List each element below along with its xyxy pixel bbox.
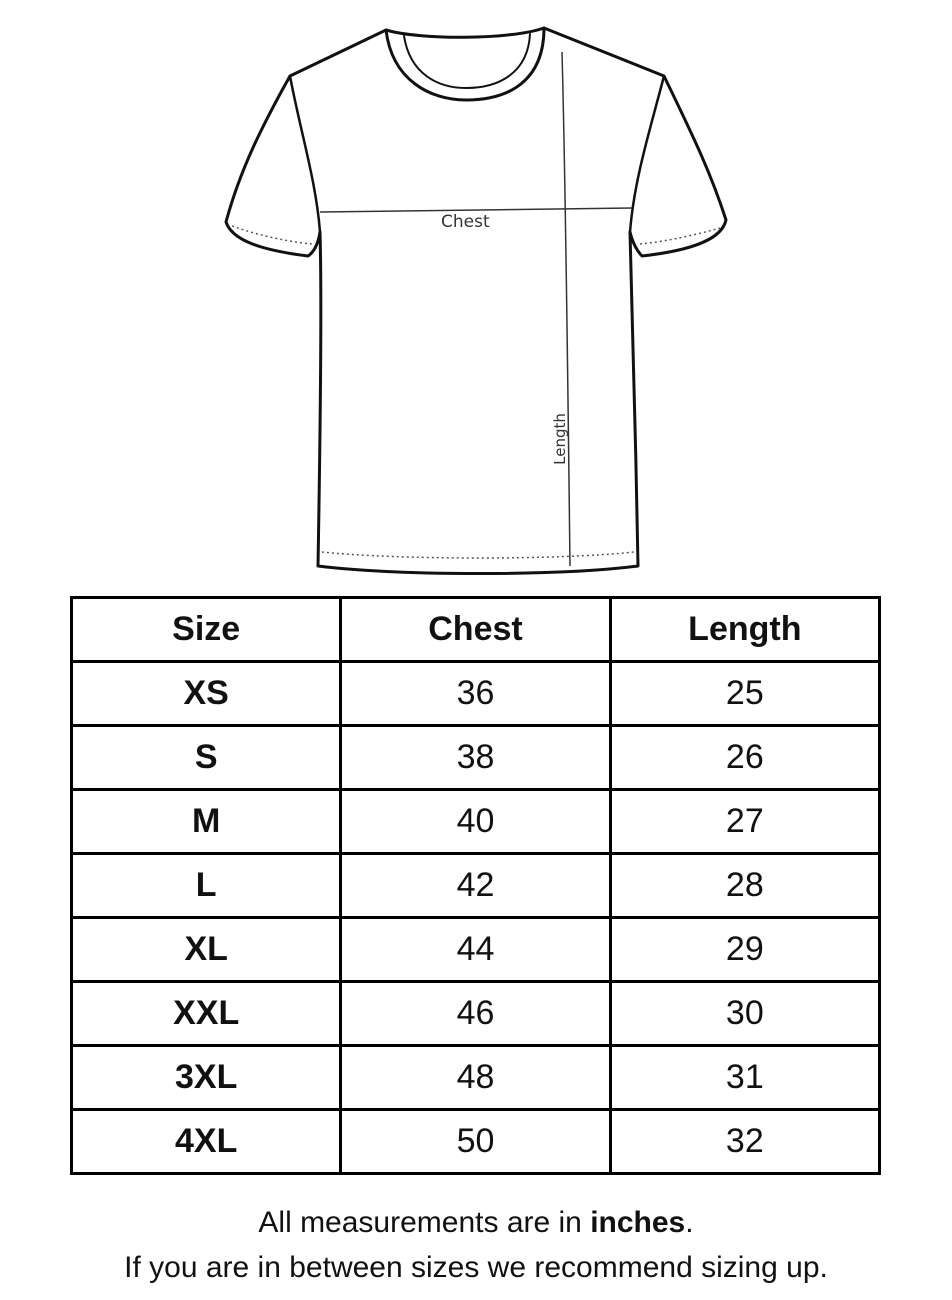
size-chart-table xyxy=(70,596,881,1175)
size-cell: 3XL xyxy=(72,1046,341,1110)
chest-cell: 40 xyxy=(341,790,610,854)
table-row xyxy=(72,662,880,726)
chest-cell: 36 xyxy=(341,662,610,726)
table-row xyxy=(72,1046,880,1110)
size-cell: XS xyxy=(72,662,341,726)
sizing-advice: If you are in between sizes we recommend sizing up. xyxy=(124,1251,828,1284)
table-header-row xyxy=(72,598,880,662)
tshirt-outline-icon xyxy=(0,0,952,590)
header-length: Length xyxy=(610,598,879,662)
size-cell: M xyxy=(72,790,341,854)
chest-cell: 42 xyxy=(341,854,610,918)
measurement-note xyxy=(0,1206,952,1240)
table-row xyxy=(72,1110,880,1174)
table-row xyxy=(72,918,880,982)
size-cell: XL xyxy=(72,918,341,982)
length-cell: 26 xyxy=(610,726,879,790)
table-row xyxy=(72,854,880,918)
table-row xyxy=(72,982,880,1046)
size-cell: S xyxy=(72,726,341,790)
header-chest: Chest xyxy=(341,598,610,662)
size-cell: L xyxy=(72,854,341,918)
measurement-note-prefix: All measurements are in xyxy=(258,1206,591,1239)
chest-cell: 50 xyxy=(341,1110,610,1174)
length-cell: 30 xyxy=(610,982,879,1046)
table-row xyxy=(72,790,880,854)
length-cell: 28 xyxy=(610,854,879,918)
chest-label: Chest xyxy=(441,212,490,232)
measurement-note-suffix: . xyxy=(685,1206,694,1239)
measurement-unit: inches xyxy=(590,1206,686,1239)
size-cell: 4XL xyxy=(72,1110,341,1174)
chest-cell: 44 xyxy=(341,918,610,982)
header-size: Size xyxy=(72,598,341,662)
table-row xyxy=(72,726,880,790)
length-cell: 32 xyxy=(610,1110,879,1174)
chest-cell: 48 xyxy=(341,1046,610,1110)
length-cell: 27 xyxy=(610,790,879,854)
length-cell: 29 xyxy=(610,918,879,982)
chest-cell: 46 xyxy=(341,982,610,1046)
length-cell: 31 xyxy=(610,1046,879,1110)
chest-cell: 38 xyxy=(341,726,610,790)
length-label: Length xyxy=(551,413,569,465)
tshirt-diagram xyxy=(0,0,952,590)
size-cell: XXL xyxy=(72,982,341,1046)
length-cell: 25 xyxy=(610,662,879,726)
